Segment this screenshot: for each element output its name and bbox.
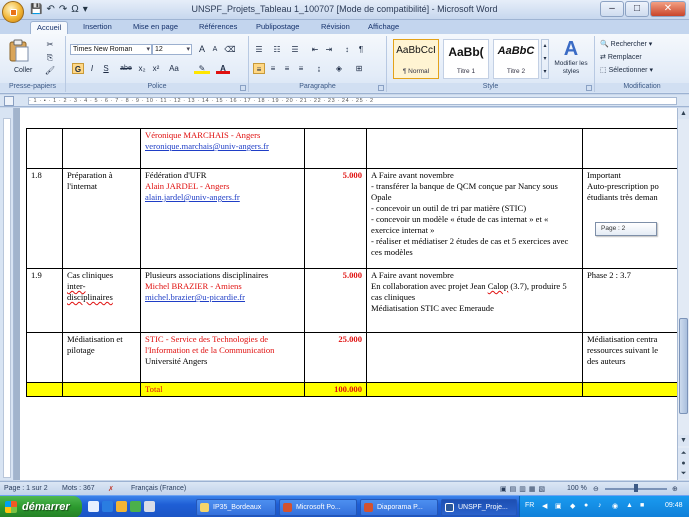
table-cell[interactable] [63, 269, 141, 333]
ie-icon[interactable] [102, 501, 113, 512]
system-tray [519, 496, 689, 517]
note-line: Important [587, 170, 621, 180]
select-button[interactable]: ⬚ Sélectionner ▾ [600, 67, 653, 74]
select-icon: ⬚ [600, 67, 607, 74]
borders-icon[interactable]: ⊞ [355, 64, 363, 73]
style-titre-2-name: Titre 2 [506, 68, 526, 75]
table-cell[interactable] [367, 333, 583, 383]
windows-logo-icon [5, 501, 17, 513]
grow-font-icon[interactable]: A [198, 44, 205, 54]
table-row [27, 269, 678, 333]
note-line: ressources suivant le [587, 345, 659, 355]
action-line: - concevoir un modèle « étude de cas internat » et « exercice internat » [371, 214, 549, 235]
bullets-icon[interactable]: ☰ [255, 45, 263, 54]
binoculars-icon: 🔍 [600, 41, 609, 48]
volume-icon[interactable]: ♪ [598, 502, 602, 509]
tab-revision[interactable]: Révision [321, 22, 350, 31]
app-icon[interactable] [130, 501, 141, 512]
clipboard-group-label: Presse-papiers [0, 83, 65, 92]
zoom-out-icon[interactable]: ⊖ [593, 486, 599, 493]
start-button[interactable] [0, 496, 82, 517]
total-amount[interactable]: 100.000 [305, 383, 367, 397]
cut-icon[interactable]: ✂ [46, 40, 54, 49]
start-label: démarrer [22, 501, 70, 513]
italic-button[interactable]: I [90, 64, 94, 73]
window-title: UNSPF_Projets_Tableau 1_100707 [Mode de compatibilité] - Microsoft Word [191, 4, 498, 14]
modify-styles-button[interactable] [553, 38, 589, 76]
row-topic: Cas cliniques [67, 270, 114, 280]
action-line: - transférer la banque de QCM conçue par Nancy sous Opale [371, 181, 558, 202]
change-case-button[interactable]: Aa [169, 64, 179, 73]
taskbar-item-label: Diaporama P... [377, 504, 423, 511]
network-icon[interactable]: ▣ [555, 503, 562, 510]
tray-icon[interactable]: ■ [640, 502, 645, 509]
customize-qat-icon[interactable]: ▾ [82, 4, 88, 15]
undo-icon[interactable]: ↶ [46, 4, 55, 15]
office-button[interactable] [2, 1, 24, 23]
table-cell[interactable] [27, 333, 63, 383]
styles-scroll[interactable]: ▴ ▾ ▾ [541, 39, 549, 79]
omega-icon[interactable]: Ω [71, 4, 79, 15]
table-cell[interactable] [583, 169, 678, 269]
show-marks-icon[interactable]: ¶ [358, 45, 364, 54]
font-group-label: Police [66, 83, 248, 92]
action-text-spell: Calop [487, 281, 509, 291]
strikethrough-button[interactable]: abe [120, 65, 132, 72]
taskbar-item-label: Microsoft Po... [296, 504, 341, 511]
replace-button[interactable] [600, 53, 642, 61]
scroll-up-icon[interactable]: ▲ [678, 108, 689, 119]
row-amount[interactable]: 25.000 [305, 333, 367, 383]
note-line: des auteurs [587, 356, 626, 366]
media-icon[interactable] [116, 501, 127, 512]
style-normal[interactable] [393, 39, 439, 79]
subscript-button[interactable]: x₂ [138, 64, 146, 73]
scroll-thumb[interactable] [679, 318, 688, 414]
paragraph-group-label: Paragraphe [249, 83, 386, 92]
app-icon[interactable] [144, 501, 155, 512]
status-bar [0, 481, 689, 495]
replace-icon: ⇄ [600, 54, 606, 61]
table-cell[interactable] [63, 129, 141, 169]
action-line: A Faire avant novembre [371, 170, 454, 180]
tray-icon[interactable]: ● [584, 502, 589, 509]
table-row [27, 129, 678, 169]
page-count[interactable]: Page : 1 sur 2 [4, 485, 48, 492]
organization: Fédération d'UFR [145, 170, 207, 180]
row-topic[interactable]: Médiatisation et pilotage [63, 333, 141, 383]
table-cell[interactable] [141, 269, 305, 333]
table-cell[interactable] [27, 383, 63, 397]
close-button[interactable]: ✕ [650, 1, 686, 17]
replace-label: Remplacer [607, 54, 642, 61]
note-line: Médiatisation centra [587, 334, 658, 344]
tab-mise-en-page[interactable]: Mise en page [133, 22, 179, 31]
scroll-down-icon[interactable]: ▼ [678, 435, 689, 446]
save-icon[interactable]: 💾 [30, 4, 43, 15]
copy-icon[interactable]: ⎘ [46, 53, 54, 62]
highlight-icon[interactable]: ✎ [194, 63, 210, 74]
tab-references[interactable]: Références [199, 22, 238, 31]
font-dialog-launcher[interactable] [240, 85, 246, 91]
modify-styles-label: Modifier les styles [554, 60, 588, 75]
taskbar-item-label: IP35_Bordeaux [213, 504, 262, 511]
minimize-button[interactable]: – [600, 1, 624, 17]
ribbon [0, 34, 689, 94]
language[interactable]: Français (France) [131, 485, 187, 492]
paragraph-group [249, 36, 387, 92]
next-page-icon[interactable]: ⏷ [678, 468, 689, 479]
taskbar-item-folder[interactable] [196, 499, 276, 516]
title-bar [0, 0, 689, 20]
row-amount[interactable]: 5.000 [305, 169, 367, 269]
folder-icon [200, 503, 209, 512]
zoom-level[interactable]: 100 % [567, 485, 587, 492]
word-icon [445, 503, 454, 512]
action-text: En collaboration avec projet Jean [371, 281, 488, 291]
desktop-icon[interactable] [88, 501, 99, 512]
total-row [27, 383, 678, 397]
table-cell[interactable] [367, 129, 583, 169]
shrink-font-icon[interactable]: A [212, 46, 218, 53]
table-cell[interactable] [367, 383, 583, 397]
paste-label: Coller [14, 67, 33, 74]
row-topic-spell: disciplinaires [67, 292, 113, 302]
ruler-scale: · 1 · ▪ · 1 · 2 · 3 · 4 · 5 · 6 · 7 · 8 · 9 · 10 · 11 · 12 · 13 · 14 · 15 · 16 · 17 · 18 · 19 · 20 · 21 · 22 · 23 · 24 · 25 · 2 [28, 97, 677, 105]
tray-icon[interactable]: ◀ [542, 503, 548, 510]
word-count[interactable]: Mots : 367 [62, 485, 95, 492]
row-topic[interactable]: Préparation à l'internat [63, 169, 141, 269]
table-cell[interactable] [583, 333, 678, 383]
row-id[interactable]: 1.8 [27, 169, 63, 269]
row-topic-spell: inter- [67, 281, 86, 291]
select-label: Sélectionner [608, 67, 648, 74]
note-line: étudiants très deman [587, 192, 658, 202]
page-tooltip: Page : 2 [595, 222, 657, 236]
styles-group-label: Style [387, 83, 594, 92]
table-row [27, 333, 678, 383]
clipboard-group [0, 36, 66, 92]
zoom-in-icon[interactable]: ⊕ [672, 486, 678, 493]
table-cell[interactable] [141, 169, 305, 269]
editing-group-label: Modification [595, 83, 689, 92]
taskbar-item-word[interactable] [441, 499, 517, 516]
tray-icon[interactable]: ▲ [626, 502, 633, 509]
action-line: - concevoir un outil de tri par matière (STIC) [371, 203, 527, 213]
zoom-slider-thumb[interactable] [634, 484, 638, 492]
styles-group [387, 36, 595, 92]
slideshow-icon [364, 503, 373, 512]
table-row [27, 169, 678, 269]
vertical-ruler-scale [3, 118, 11, 478]
multilevel-list-icon[interactable]: ☰ [291, 45, 299, 54]
clear-format-icon[interactable]: ⌫ [224, 45, 236, 54]
table-cell[interactable] [367, 169, 583, 269]
organization: STIC - Service des Technologies de l'Information et de la Communication [145, 334, 275, 355]
taskbar [0, 495, 689, 517]
redo-icon[interactable]: ↷ [58, 4, 68, 15]
proofing-icon[interactable]: ✗ [108, 486, 114, 493]
vertical-ruler[interactable] [0, 108, 14, 480]
taskbar-item-slideshow[interactable] [360, 499, 438, 516]
document-page[interactable] [20, 108, 677, 480]
vertical-scrollbar[interactable] [677, 108, 689, 480]
action-text: (3.7), produire 5 cas cliniques [371, 281, 567, 302]
font-name-combo[interactable]: Times New Roman ▾ [70, 44, 152, 55]
table-cell[interactable] [141, 333, 305, 383]
shading-icon[interactable]: ◈ [335, 64, 343, 73]
paragraph-dialog-launcher[interactable] [378, 85, 384, 91]
style-titre-1-name: Titre 1 [456, 68, 476, 75]
taskbar-item-label: UNSPF_Proje... [458, 504, 508, 511]
maximize-button[interactable]: □ [625, 1, 649, 17]
tab-publipostage[interactable]: Publipostage [256, 22, 300, 31]
bold-button[interactable]: G [72, 63, 84, 74]
style-titre-2[interactable] [493, 39, 539, 79]
align-center-icon[interactable]: ≡ [270, 64, 276, 73]
tab-insertion[interactable]: Insertion [83, 22, 112, 31]
previous-page-icon[interactable]: ⏶ [678, 448, 689, 459]
tray-icon[interactable]: ◉ [612, 503, 619, 510]
input-language[interactable]: FR [525, 502, 535, 509]
style-normal-name: ¶ Normal [402, 68, 430, 75]
table-cell[interactable] [141, 129, 305, 169]
table-cell[interactable] [27, 129, 63, 169]
editing-group [595, 36, 689, 92]
powerpoint-icon [283, 503, 292, 512]
underline-button[interactable]: S [103, 64, 109, 73]
window-controls [600, 1, 686, 17]
total-label[interactable]: Total [141, 383, 305, 397]
contact-email[interactable]: alain.jardel@univ-angers.fr [145, 192, 240, 202]
tab-selector[interactable] [4, 96, 14, 106]
sort-icon[interactable]: ↕ [345, 45, 349, 54]
action-line [371, 281, 578, 303]
view-buttons[interactable]: ▣▤▥▦▧ [500, 486, 549, 493]
font-size-combo[interactable]: 12 ▾ [152, 44, 192, 55]
contact-name: Michel BRAZIER - Amiens [145, 281, 242, 291]
format-painter-icon[interactable]: 🖌 [44, 66, 56, 75]
justify-icon[interactable]: ≡ [298, 64, 304, 73]
university: Université Angers [145, 356, 208, 366]
note-line: Auto-prescription po [587, 181, 659, 191]
paste-button[interactable] [6, 38, 34, 68]
organization: Plusieurs associations disciplinaires [145, 270, 269, 280]
contact-name: Alain JARDEL - Angers [145, 181, 230, 191]
modify-styles-icon: A [563, 38, 579, 60]
action-line: A Faire avant novembre [371, 270, 454, 280]
action-line: Médiatisation STIC avec Emeraude [371, 303, 494, 313]
action-line: - réaliser et médiatiser 2 études de cas et 5 exercices avec ces modèles [371, 236, 569, 257]
table-cell[interactable] [583, 129, 678, 169]
styles-dialog-launcher[interactable] [586, 85, 592, 91]
taskbar-item-powerpoint[interactable] [279, 499, 357, 516]
table-cell[interactable] [305, 129, 367, 169]
browse-object-icon[interactable]: ● [678, 458, 689, 469]
decrease-indent-icon[interactable]: ⇤ [311, 45, 319, 54]
ribbon-tabs [0, 20, 689, 34]
table-cell[interactable] [583, 383, 678, 397]
table-cell[interactable] [367, 269, 583, 333]
style-normal-sample: AaBbCcI [396, 45, 436, 56]
line-spacing-icon[interactable]: ↨ [317, 64, 321, 73]
font-group [66, 36, 249, 92]
horizontal-ruler[interactable] [0, 95, 689, 107]
contact-name: Véronique MARCHAIS - Angers [145, 130, 261, 140]
find-button[interactable]: 🔍 Rechercher ▾ [600, 41, 653, 48]
table-cell[interactable] [583, 269, 678, 333]
projects-table[interactable] [26, 128, 677, 397]
font-color-icon[interactable]: A [216, 63, 230, 74]
contact-email[interactable]: veronique.marchais@univ-angers.fr [145, 141, 269, 151]
tab-affichage[interactable]: Affichage [368, 22, 400, 31]
clock[interactable]: 09:48 [665, 502, 683, 509]
superscript-button[interactable]: x² [152, 64, 160, 73]
style-titre-1[interactable] [443, 39, 489, 79]
increase-indent-icon[interactable]: ⇥ [325, 45, 333, 54]
row-id[interactable]: 1.9 [27, 269, 63, 333]
align-left-icon[interactable]: ≡ [253, 63, 265, 74]
style-titre-2-sample: AaBbC [497, 45, 535, 57]
table-cell[interactable] [63, 383, 141, 397]
find-label: Rechercher [610, 41, 647, 48]
align-right-icon[interactable]: ≡ [284, 64, 290, 73]
note-line: Phase 2 : 3.7 [587, 270, 631, 280]
tab-accueil[interactable]: Accueil [30, 21, 68, 34]
style-titre-1-sample: AaBb( [448, 45, 484, 59]
tray-icon[interactable]: ◆ [570, 503, 576, 510]
numbering-icon[interactable]: ☷ [273, 45, 281, 54]
row-amount[interactable]: 5.000 [305, 269, 367, 333]
document-area[interactable] [14, 108, 677, 480]
clipboard-icon [6, 38, 32, 64]
contact-email[interactable]: michel.brazier@u-picardie.fr [145, 292, 246, 302]
